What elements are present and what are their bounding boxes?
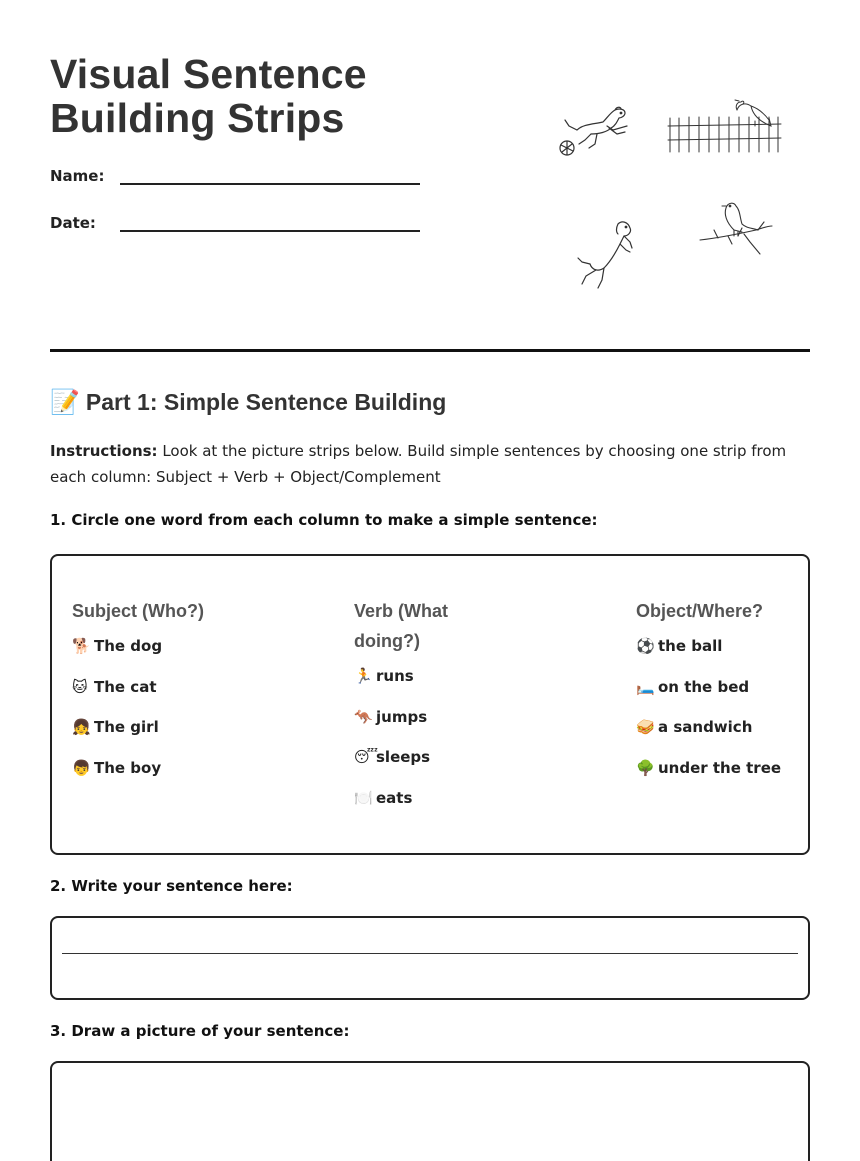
subject-column-heading: Subject (Who?)	[72, 601, 204, 621]
word-option[interactable]	[354, 697, 494, 738]
question-3-label: 3. Draw a picture of your sentence:	[50, 1022, 350, 1040]
girl-icon: 👧	[72, 718, 91, 737]
verb-column	[354, 596, 494, 819]
subject-column	[72, 596, 272, 789]
word-option[interactable]	[72, 748, 272, 789]
part1-heading	[50, 388, 446, 417]
page-title: Visual Sentence Building Strips	[50, 51, 367, 141]
name-field	[50, 165, 420, 185]
jumping-dog-illustration	[572, 218, 638, 294]
word-option[interactable]	[354, 656, 494, 697]
verb-column-heading: Verb (What doing?)	[354, 601, 449, 651]
name-label: Name:	[50, 167, 105, 185]
word-option[interactable]	[354, 778, 494, 819]
sleeping-face-icon: 😴	[354, 748, 379, 767]
word-option[interactable]	[72, 667, 272, 708]
word-text: the ball	[658, 637, 723, 655]
writing-line	[62, 953, 798, 954]
tree-icon: 🌳	[636, 759, 655, 778]
word-option[interactable]	[354, 737, 494, 778]
cat-icon: 🐱	[72, 677, 88, 696]
word-option[interactable]	[72, 707, 272, 748]
word-columns-box	[50, 554, 810, 855]
question-2-label: 2. Write your sentence here:	[50, 877, 293, 895]
word-option[interactable]	[636, 748, 796, 789]
date-input-line[interactable]	[120, 212, 420, 232]
word-text: runs	[376, 667, 414, 685]
word-text: a sandwich	[658, 718, 753, 737]
word-text: The dog	[94, 637, 163, 655]
part1-title: Part 1: Simple Sentence Building	[85, 389, 447, 415]
date-field	[50, 212, 420, 232]
word-option[interactable]	[72, 626, 272, 667]
word-text: jumps	[376, 707, 428, 726]
header-divider	[50, 349, 810, 352]
dog-with-ball-illustration	[555, 100, 635, 162]
date-label: Date:	[50, 214, 96, 232]
word-option[interactable]	[636, 667, 796, 708]
word-text: sleeps	[376, 748, 431, 767]
sandwich-icon: 🥪	[636, 718, 655, 737]
plate-icon: 🍽️	[354, 789, 373, 808]
word-option[interactable]	[636, 707, 796, 748]
runner-icon: 🏃	[354, 667, 373, 685]
sentence-writing-box[interactable]	[50, 916, 810, 1000]
word-text: eats	[376, 789, 413, 808]
memo-icon: 📝	[50, 389, 80, 416]
object-column-heading: Object/Where?	[636, 601, 764, 621]
bird-on-branch-illustration	[698, 198, 776, 264]
question-1-label: 1. Circle one word from each column to make a simple sentence:	[50, 511, 598, 529]
dog-icon: 🐕	[72, 637, 91, 655]
word-text: The boy	[94, 759, 162, 778]
word-option[interactable]	[636, 626, 796, 667]
word-text: The girl	[94, 718, 159, 737]
kangaroo-icon: 🦘	[354, 707, 373, 726]
word-text: The cat	[94, 677, 157, 696]
instructions-text: Look at the picture strips below. Build simple sentences by choosing one strip from each column: Subject + Verb + Object/Complement	[50, 442, 787, 486]
name-input-line[interactable]	[120, 165, 420, 185]
bird-on-fence-illustration	[665, 96, 785, 156]
bed-icon: 🛏️	[636, 677, 655, 696]
word-text: on the bed	[658, 677, 750, 696]
word-text: under the tree	[658, 759, 782, 778]
boy-icon: 👦	[72, 759, 91, 778]
soccer-ball-icon: ⚽	[636, 637, 655, 655]
instructions-label: Instructions:	[50, 442, 158, 460]
instructions	[50, 438, 790, 490]
drawing-box[interactable]	[50, 1061, 810, 1161]
object-column	[636, 596, 796, 789]
